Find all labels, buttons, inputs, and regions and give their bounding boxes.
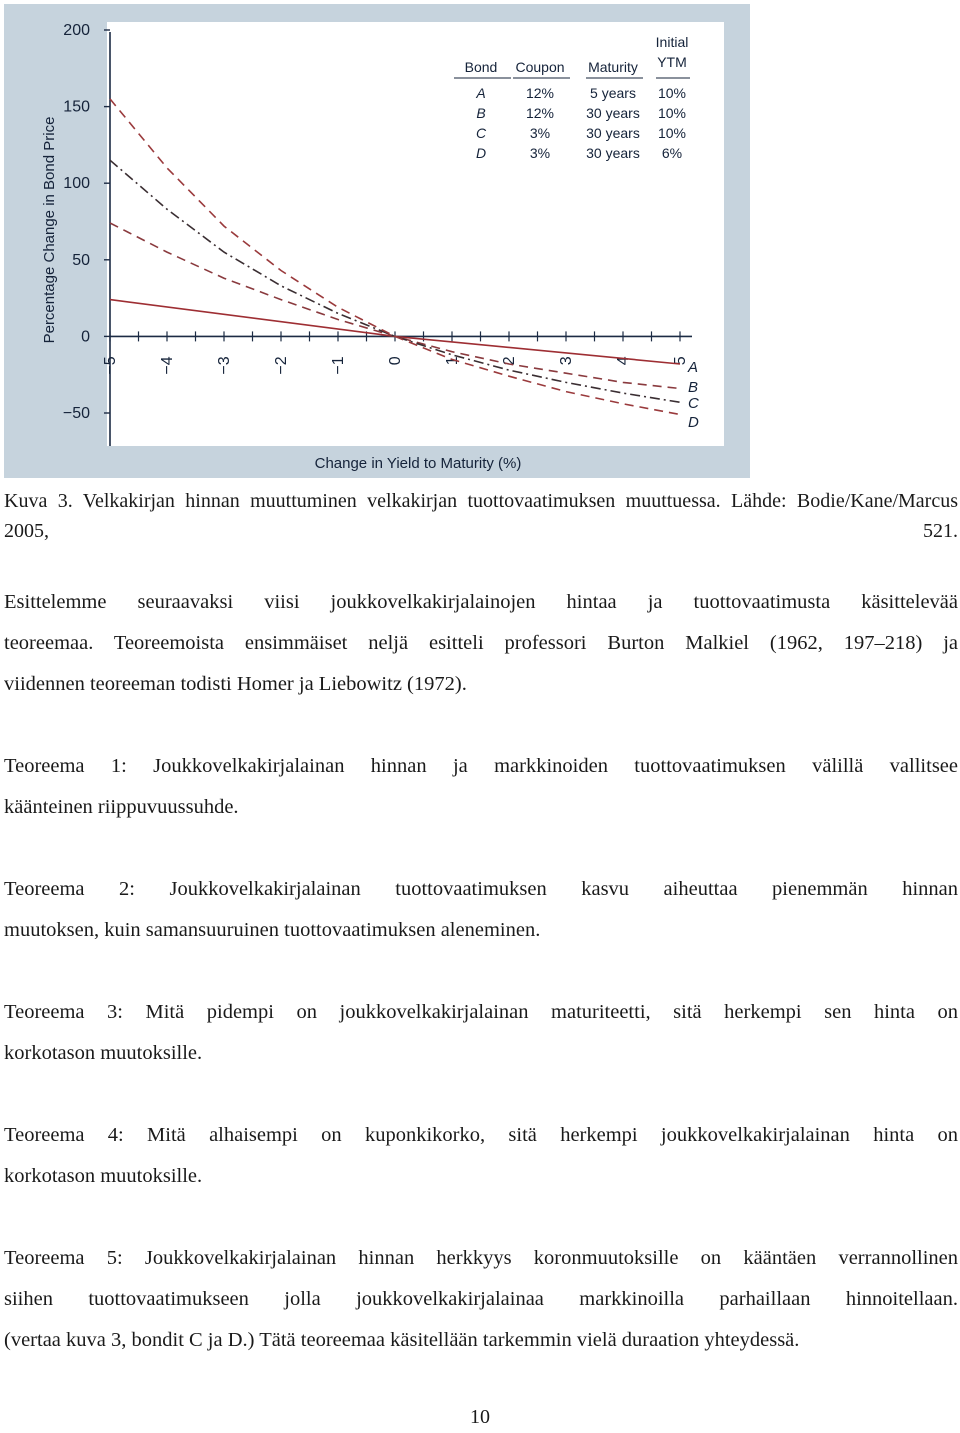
legend-cell-bond: D: [475, 145, 487, 161]
theorem-3-line-2: korkotason muutoksille.: [4, 1042, 203, 1064]
legend-cell-bond: C: [475, 125, 487, 141]
bond-price-chart: [4, 4, 750, 478]
x-tick-label: 3: [558, 356, 575, 366]
intro-line-1: Esittelemme seuraavaksi viisi joukkovelkakirjalainojen hintaa ja tuottovaatimusta käsittelevää: [4, 591, 958, 613]
theorem-1-line-2: käänteinen riippuvuussuhde.: [4, 796, 239, 818]
legend-cell-coupon: 3%: [529, 125, 551, 141]
y-tick-label: 200: [63, 22, 90, 39]
theorem-5-line-3: (vertaa kuva 3, bondit C ja D.) Tätä teoreemaa käsitellään tarkemmin vielä duraation yhteydessä.: [4, 1329, 800, 1351]
legend-header: Maturity: [588, 59, 638, 75]
theorem-4-line-2: korkotason muutoksille.: [4, 1165, 203, 1187]
x-tick-label: 4: [615, 356, 632, 366]
legend-cell-bond: B: [476, 105, 486, 121]
series-label-c: C: [688, 395, 699, 412]
page-number: 10: [470, 1406, 490, 1428]
legend-header: Coupon: [515, 59, 565, 75]
y-tick-label: 0: [81, 328, 90, 346]
x-tick-label: 0: [387, 356, 404, 366]
legend-cell-ytm: 6%: [661, 145, 683, 161]
y-tick-label: 100: [63, 175, 90, 193]
chart-figure: [4, 4, 750, 478]
legend-header: Bond: [464, 59, 498, 75]
legend-cell-coupon: 12%: [525, 105, 555, 121]
legend-cell-maturity: 5 years: [590, 85, 636, 101]
theorem-5-line-1: Teoreema 5: Joukkovelkakirjalainan hinnan herkkyys koronmuutoksille on kääntäen verrannollinen: [4, 1247, 958, 1269]
legend-cell-coupon: 12%: [525, 85, 555, 101]
x-tick-label: −5: [102, 356, 119, 375]
x-tick-label: −4: [159, 356, 176, 375]
intro-line-3: viidennen teoreeman todisti Homer ja Liebowitz (1972).: [4, 673, 467, 695]
legend-header-ytm-line1: Initial: [655, 34, 689, 50]
legend-cell-ytm: 10%: [657, 125, 687, 141]
figure-caption: Kuva 3. Velkakirjan hinnan muuttuminen velkakirjan tuottovaatimuksen muuttuessa. Lähde: Bodie/Kane/Marcus 2005, 521.: [4, 490, 958, 542]
x-tick-label: −3: [216, 356, 233, 375]
intro-line-2: teoreemaa. Teoreemoista ensimmäiset neljä esitteli professori Burton Malkiel (1962, 197–218) ja: [4, 632, 958, 654]
x-tick-label: −1: [330, 356, 347, 375]
x-tick-label: 2: [501, 356, 518, 366]
series-label-d: D: [688, 414, 699, 431]
theorem-2-line-2: muutoksen, kuin samansuuruinen tuottovaatimuksen aleneminen.: [4, 919, 541, 941]
x-tick-label: −2: [273, 356, 290, 375]
theorem-1-line-1: Teoreema 1: Joukkovelkakirjalainan hinnan ja markkinoiden tuottovaatimuksen välillä vallitsee: [4, 755, 958, 777]
legend-cell-maturity: 30 years: [586, 105, 640, 121]
y-axis-title: Percentage Change in Bond Price: [41, 116, 58, 344]
legend-cell-coupon: 3%: [529, 145, 551, 161]
x-axis-title: Change in Yield to Maturity (%): [314, 455, 522, 472]
legend-cell-ytm: 10%: [657, 85, 687, 101]
legend-cell-ytm: 10%: [657, 105, 687, 121]
x-tick-label: 5: [672, 356, 689, 366]
theorem-5-line-2: siihen tuottovaatimukseen jolla joukkovelkakirjalainaa markkinoilla parhaillaan hinnoitellaan.: [4, 1288, 958, 1310]
theorem-4-line-1: Teoreema 4: Mitä alhaisempi on kuponkikorko, sitä herkempi joukkovelkakirjalainan hinta on: [4, 1124, 958, 1146]
series-label-a: A: [688, 359, 699, 376]
y-tick-label: 150: [63, 98, 90, 116]
y-tick-label: −50: [62, 405, 90, 422]
series-label-b: B: [688, 379, 699, 396]
x-tick-label: 1: [444, 356, 461, 366]
legend-header-ytm-line2: YTM: [657, 54, 687, 70]
theorem-2-line-1: Teoreema 2: Joukkovelkakirjalainan tuottovaatimuksen kasvu aiheuttaa pienemmän hinnan: [4, 878, 958, 900]
legend-cell-maturity: 30 years: [586, 125, 640, 141]
y-tick-label: 50: [72, 251, 90, 269]
legend-cell-bond: A: [476, 85, 486, 101]
theorem-3-line-1: Teoreema 3: Mitä pidempi on joukkovelkakirjalainan maturiteetti, sitä herkempi sen hinta on: [4, 1001, 958, 1023]
legend-cell-maturity: 30 years: [586, 145, 640, 161]
